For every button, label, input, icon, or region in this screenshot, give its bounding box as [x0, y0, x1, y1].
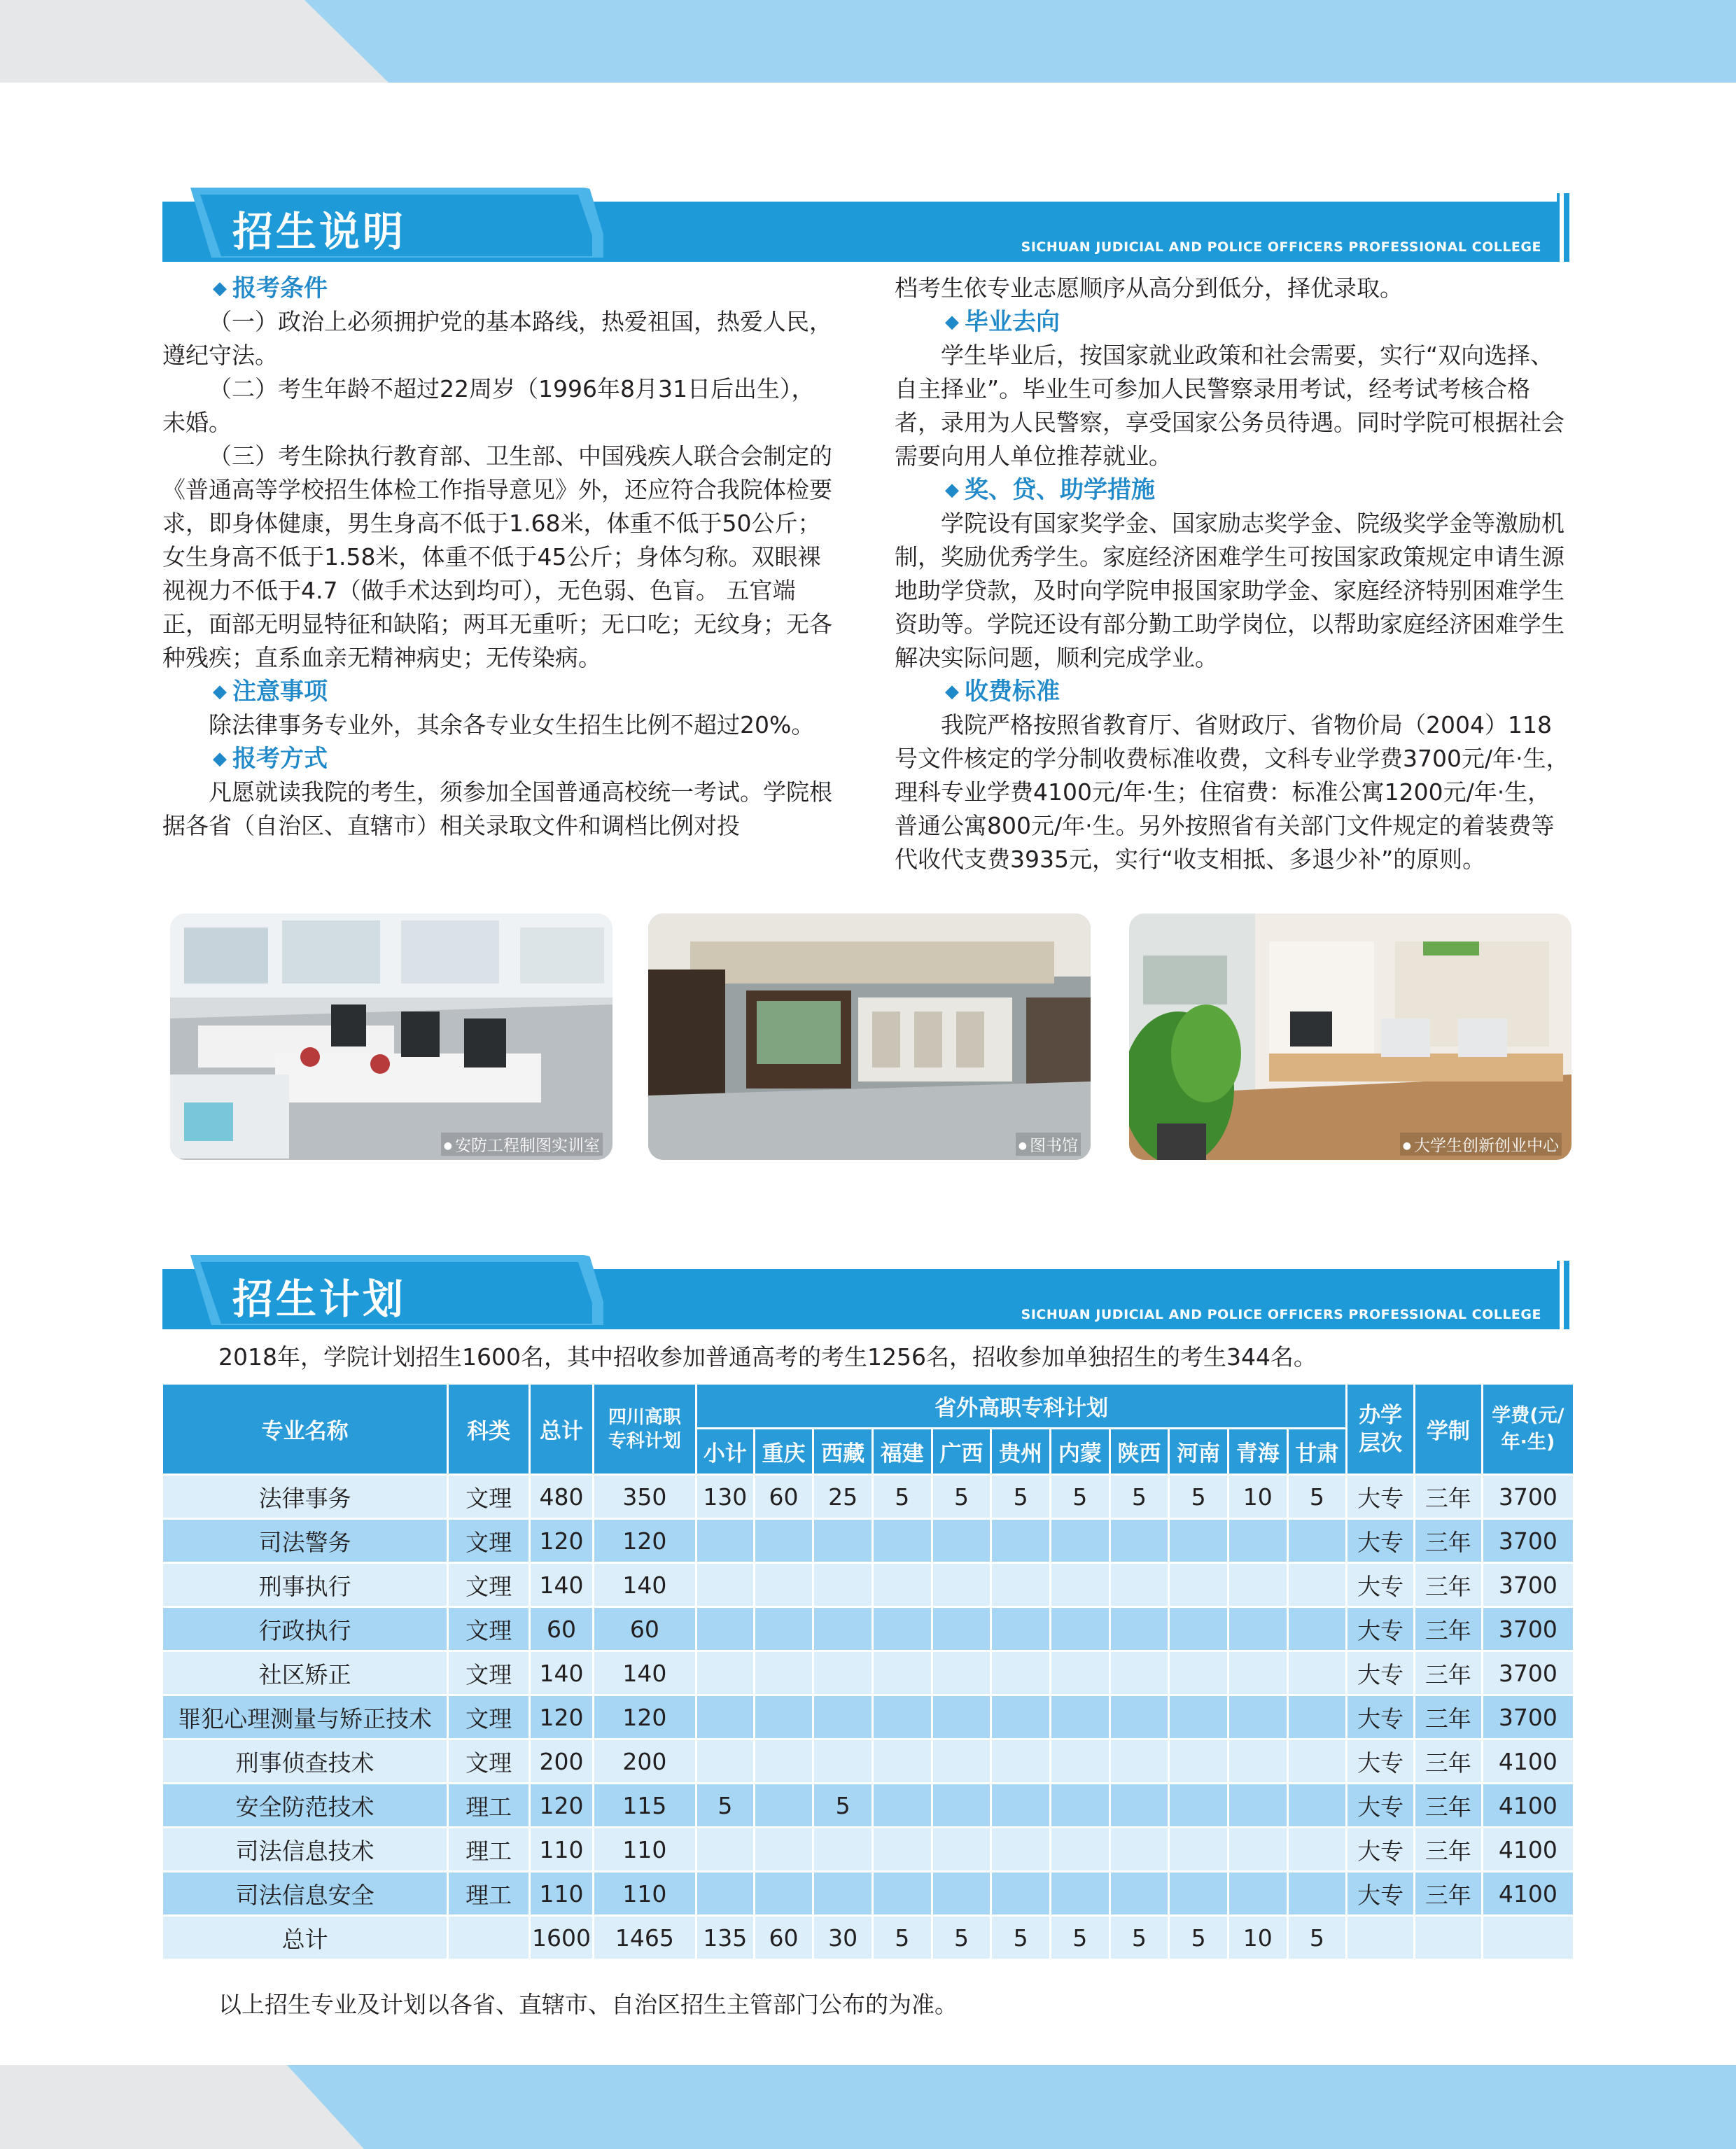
cell-province-count: 5 [932, 1475, 991, 1519]
cell-level: 大专 [1347, 1563, 1415, 1607]
cell-category: 理工 [448, 1784, 530, 1828]
header-sichuan-plan: 四川高职专科计划 [593, 1384, 696, 1475]
cell-province-count [754, 1740, 813, 1784]
cell-major: 法律事务 [162, 1475, 448, 1519]
cell-sichuan: 120 [593, 1519, 696, 1563]
cell-province-count: 5 [872, 1475, 932, 1519]
table-row [162, 1872, 1574, 1916]
table-total-row [162, 1916, 1574, 1960]
cell-sichuan: 200 [593, 1740, 696, 1784]
cell-level [1347, 1916, 1415, 1960]
cell-province-count [754, 1828, 813, 1872]
cell-province-count [932, 1828, 991, 1872]
cell-level: 大专 [1347, 1475, 1415, 1519]
cell-total: 140 [530, 1651, 594, 1695]
paragraph: （一）政治上必须拥护党的基本路线，热爱祖国，热爱人民，遵纪守法。 [162, 308, 832, 369]
table-row [162, 1607, 1574, 1651]
cell-province-count: 5 [872, 1916, 932, 1960]
cell-province-count [991, 1740, 1051, 1784]
cell-province-count [1110, 1740, 1169, 1784]
cell-province-count [1110, 1519, 1169, 1563]
cell-province-count [1169, 1695, 1228, 1740]
cell-province-count [1169, 1872, 1228, 1916]
table-row [162, 1740, 1574, 1784]
cell-fee: 4100 [1482, 1740, 1574, 1784]
cell-province-count [932, 1784, 991, 1828]
plan-intro-text: 2018年，学院计划招生1600名，其中招收参加普通高考的考生1256名，招收参加单独招生的考生344名。 [218, 1343, 1317, 1371]
cell-province-count [813, 1828, 873, 1872]
cell-level: 大专 [1347, 1784, 1415, 1828]
cell-province-count [1110, 1872, 1169, 1916]
cell-category: 文理 [448, 1695, 530, 1740]
cell-province-count: 5 [1050, 1916, 1110, 1960]
cell-province-count: 25 [813, 1475, 873, 1519]
cell-category: 理工 [448, 1872, 530, 1916]
cell-level: 大专 [1347, 1695, 1415, 1740]
cell-province-count [1287, 1828, 1347, 1872]
cell-province-count [1228, 1695, 1287, 1740]
cell-province-count [872, 1695, 932, 1740]
paragraph: （三）考生除执行教育部、卫生部、中国残疾人联合会制定的《普通高等学校招生体检工作指导意见》外，还应符合我院体检要求，即身体健康，男生身高不低于1.68米，体重不低于50公斤；女生身高不低于1.58米，体重不低于45公斤；身体匀称。双眼裸视视力不低于4.7（做手术达到均可），无色弱、色盲。 五官端正，面部无明显特征和缺陷；两耳无重听；无口吃；无纹身；无各种残疾；直系血亲无精神病史；无传染病。 [162, 442, 832, 671]
cell-province-count: 60 [754, 1475, 813, 1519]
cell-duration: 三年 [1415, 1784, 1483, 1828]
cell-province-count [1110, 1695, 1169, 1740]
cell-province-count [1228, 1784, 1287, 1828]
table-row [162, 1784, 1574, 1828]
cell-major: 司法信息安全 [162, 1872, 448, 1916]
subsection-heading: ◆ 收费标准 [895, 675, 1570, 708]
cell-province-count [813, 1740, 873, 1784]
cell-province-count [1169, 1784, 1228, 1828]
cell-province-count [932, 1607, 991, 1651]
cell-province-count [696, 1872, 755, 1916]
cell-province-count: 5 [1110, 1916, 1169, 1960]
header-province: 河南 [1169, 1429, 1228, 1475]
cell-province-count [872, 1784, 932, 1828]
cell-duration: 三年 [1415, 1740, 1483, 1784]
photo-library [648, 913, 1091, 1160]
table-row [162, 1519, 1574, 1563]
section-header-admission-notes [162, 188, 1569, 262]
bottom-decor-band [0, 2065, 1736, 2149]
cell-major: 社区矫正 [162, 1651, 448, 1695]
cell-province-count [696, 1740, 755, 1784]
section-title: 招生说明 [232, 208, 407, 255]
cell-province-count: 5 [1110, 1475, 1169, 1519]
cell-province-count [754, 1695, 813, 1740]
cell-province-count [1110, 1651, 1169, 1695]
cell-fee: 3700 [1482, 1695, 1574, 1740]
cell-major: 刑事侦查技术 [162, 1740, 448, 1784]
cell-fee: 3700 [1482, 1607, 1574, 1651]
cell-major: 司法信息技术 [162, 1828, 448, 1872]
cell-province-count [754, 1519, 813, 1563]
cell-category: 文理 [448, 1563, 530, 1607]
subsection-heading: ◆ 毕业去向 [895, 305, 1570, 339]
cell-fee: 3700 [1482, 1475, 1574, 1519]
cell-province-count [872, 1519, 932, 1563]
cell-total: 110 [530, 1828, 594, 1872]
table-row [162, 1828, 1574, 1872]
cell-province-count [696, 1695, 755, 1740]
cell-province-count [1050, 1872, 1110, 1916]
cell-province-count [1169, 1740, 1228, 1784]
cell-province-count: 10 [1228, 1916, 1287, 1960]
cell-province-count [813, 1563, 873, 1607]
college-english-name: SICHUAN JUDICIAL AND POLICE OFFICERS PROFESSIONAL COLLEGE [1021, 1307, 1541, 1322]
cell-province-count [991, 1695, 1051, 1740]
cell-province-count [991, 1607, 1051, 1651]
cell-level: 大专 [1347, 1740, 1415, 1784]
cell-province-count [1050, 1651, 1110, 1695]
cell-duration: 三年 [1415, 1828, 1483, 1872]
cell-province-count [1050, 1695, 1110, 1740]
cell-total: 120 [530, 1784, 594, 1828]
cell-province-count [1110, 1784, 1169, 1828]
cell-province-count [872, 1828, 932, 1872]
cell-province-count [872, 1563, 932, 1607]
cell-province-count [813, 1607, 873, 1651]
header-province: 广西 [932, 1429, 991, 1475]
plan-footnote: 以上招生专业及计划以各省、直辖市、自治区招生主管部门公布的为准。 [218, 1991, 958, 2018]
cell-major: 刑事执行 [162, 1563, 448, 1607]
table-row [162, 1563, 1574, 1607]
cell-province-count [696, 1607, 755, 1651]
cell-sichuan: 120 [593, 1695, 696, 1740]
cell-total: 60 [530, 1607, 594, 1651]
cell-province-count [1169, 1607, 1228, 1651]
cell-major: 罪犯心理测量与矫正技术 [162, 1695, 448, 1740]
cell-province-count [1050, 1563, 1110, 1607]
cell-province-count [932, 1872, 991, 1916]
cell-province-count [754, 1872, 813, 1916]
cell-province-count [1228, 1519, 1287, 1563]
paragraph: 除法律事务专业外，其余各专业女生招生比例不超过20%。 [209, 711, 815, 738]
cell-total: 140 [530, 1563, 594, 1607]
cell-province-count [872, 1651, 932, 1695]
photo-caption: ● 图书馆 [1016, 1133, 1081, 1156]
cell-major: 安全防范技术 [162, 1784, 448, 1828]
cell-province-count [991, 1872, 1051, 1916]
cell-province-count: 5 [991, 1475, 1051, 1519]
cell-province-count [696, 1828, 755, 1872]
header-province: 重庆 [754, 1429, 813, 1475]
cell-province-count [813, 1695, 873, 1740]
cell-province-count [754, 1651, 813, 1695]
cell-fee: 3700 [1482, 1519, 1574, 1563]
cell-province-count: 5 [1169, 1475, 1228, 1519]
cell-fee: 4100 [1482, 1828, 1574, 1872]
cell-province-count [991, 1828, 1051, 1872]
cell-province-count [1228, 1607, 1287, 1651]
cell-province-count [1287, 1563, 1347, 1607]
cell-level: 大专 [1347, 1519, 1415, 1563]
cell-province-count [1169, 1519, 1228, 1563]
cell-province-count [932, 1695, 991, 1740]
cell-sichuan: 140 [593, 1563, 696, 1607]
cell-province-count [696, 1519, 755, 1563]
cell-province-count: 130 [696, 1475, 755, 1519]
cell-category: 文理 [448, 1651, 530, 1695]
cell-province-count [696, 1563, 755, 1607]
paragraph: 凡愿就读我院的考生，须参加全国普通高校统一考试。学院根据各省（自治区、直辖市）相关录取文件和调档比例对投 [162, 778, 832, 839]
header-province: 贵州 [991, 1429, 1051, 1475]
cell-province-count [1169, 1828, 1228, 1872]
header-outside-province-plan: 省外高职专科计划 [696, 1384, 1347, 1429]
header-total: 总计 [530, 1384, 594, 1475]
subsection-heading: ◆ 报考条件 [162, 272, 834, 305]
cell-category: 文理 [448, 1475, 530, 1519]
cell-province-count [1169, 1651, 1228, 1695]
photo-innovation-center [1129, 913, 1572, 1160]
cell-duration: 三年 [1415, 1519, 1483, 1563]
cell-duration: 三年 [1415, 1563, 1483, 1607]
cell-total: 120 [530, 1695, 594, 1740]
section-header-enrollment-plan [162, 1255, 1569, 1329]
cell-fee: 3700 [1482, 1563, 1574, 1607]
cell-duration: 三年 [1415, 1651, 1483, 1695]
cell-province-count: 5 [932, 1916, 991, 1960]
cell-province-count: 5 [813, 1784, 873, 1828]
cell-major: 行政执行 [162, 1607, 448, 1651]
cell-category: 文理 [448, 1740, 530, 1784]
cell-province-count [1228, 1740, 1287, 1784]
cell-province-count [1169, 1563, 1228, 1607]
header-category: 科类 [448, 1384, 530, 1475]
top-decor-band [0, 0, 1736, 83]
cell-duration: 三年 [1415, 1607, 1483, 1651]
cell-major: 总计 [162, 1916, 448, 1960]
paragraph-continued: 档考生依专业志愿顺序从高分到低分，择优录取。 [895, 274, 1403, 302]
paragraph: （二）考生年龄不超过22周岁（1996年8月31日后出生），未婚。 [162, 375, 815, 436]
cell-province-count [1228, 1828, 1287, 1872]
cell-level: 大专 [1347, 1828, 1415, 1872]
subsection-heading: ◆ 奖、贷、助学措施 [895, 473, 1570, 507]
header-province: 陕西 [1110, 1429, 1169, 1475]
cell-level: 大专 [1347, 1872, 1415, 1916]
cell-province-count [872, 1607, 932, 1651]
cell-province-count: 5 [1169, 1916, 1228, 1960]
subsection-heading: ◆ 报考方式 [162, 742, 834, 776]
cell-sichuan: 115 [593, 1784, 696, 1828]
cell-duration: 三年 [1415, 1475, 1483, 1519]
cell-total: 480 [530, 1475, 594, 1519]
right-text-column [895, 272, 1570, 876]
cell-total: 200 [530, 1740, 594, 1784]
cell-province-count [813, 1519, 873, 1563]
photo-caption: ● 安防工程制图实训室 [441, 1133, 603, 1156]
cell-fee: 4100 [1482, 1784, 1574, 1828]
header-province: 青海 [1228, 1429, 1287, 1475]
cell-province-count [932, 1563, 991, 1607]
cell-province-count [1228, 1872, 1287, 1916]
header-fee: 学费(元/年·生) [1482, 1384, 1574, 1475]
cell-province-count: 5 [991, 1916, 1051, 1960]
cell-province-count: 5 [1287, 1916, 1347, 1960]
left-text-column [162, 272, 834, 843]
cell-category: 文理 [448, 1519, 530, 1563]
cell-fee [1482, 1916, 1574, 1960]
cell-province-count [696, 1651, 755, 1695]
subsection-heading: ◆ 注意事项 [162, 675, 834, 708]
header-level: 办学层次 [1347, 1384, 1415, 1475]
cell-province-count [813, 1651, 873, 1695]
cell-province-count [872, 1872, 932, 1916]
paragraph: 学生毕业后，按国家就业政策和社会需要，实行“双向选择、自主择业”。毕业生可参加人民警察录用考试，经考试考核合格者，录用为人民警察，享受国家公务员待遇。同时学院可根据社会需要向用人单位推荐就业。 [895, 342, 1564, 470]
cell-province-count [1050, 1784, 1110, 1828]
cell-province-count [932, 1651, 991, 1695]
cell-duration: 三年 [1415, 1695, 1483, 1740]
college-english-name: SICHUAN JUDICIAL AND POLICE OFFICERS PROFESSIONAL COLLEGE [1021, 239, 1541, 255]
header-major: 专业名称 [162, 1384, 448, 1475]
header-province: 西藏 [813, 1429, 873, 1475]
cell-province-count [1287, 1519, 1347, 1563]
cell-province-count: 5 [696, 1784, 755, 1828]
section-title: 招生计划 [232, 1275, 407, 1323]
cell-province-count [1110, 1828, 1169, 1872]
header-province: 内蒙 [1050, 1429, 1110, 1475]
cell-category: 文理 [448, 1607, 530, 1651]
cell-province-count [1050, 1740, 1110, 1784]
cell-province-count [991, 1519, 1051, 1563]
table-row [162, 1475, 1574, 1519]
cell-level: 大专 [1347, 1607, 1415, 1651]
cell-province-count [1050, 1519, 1110, 1563]
cell-province-count [1287, 1607, 1347, 1651]
cell-province-count: 10 [1228, 1475, 1287, 1519]
paragraph: 我院严格按照省教育厅、省财政厅、省物价局（2004）118号文件核定的学分制收费标准收费，文科专业学费3700元/年·生，理科专业学费4100元/年·生；住宿费：标准公寓1200元/年·生，普通公寓800元/年·生。另外按照省有关部门文件规定的着装费等代收代支费3935元，实行“收支相抵、多退少补”的原则。 [895, 711, 1569, 873]
cell-province-count [754, 1607, 813, 1651]
cell-sichuan: 110 [593, 1828, 696, 1872]
cell-sichuan: 60 [593, 1607, 696, 1651]
cell-province-count [754, 1563, 813, 1607]
cell-province-count: 60 [754, 1916, 813, 1960]
cell-province-count [1050, 1828, 1110, 1872]
cell-major: 司法警务 [162, 1519, 448, 1563]
header-province: 甘肃 [1287, 1429, 1347, 1475]
cell-province-count [932, 1519, 991, 1563]
cell-sichuan: 1465 [593, 1916, 696, 1960]
cell-province-count [1228, 1563, 1287, 1607]
cell-province-count [1110, 1607, 1169, 1651]
cell-province-count [1287, 1695, 1347, 1740]
cell-province-count [1110, 1563, 1169, 1607]
cell-total: 120 [530, 1519, 594, 1563]
cell-duration: 三年 [1415, 1872, 1483, 1916]
photo-training-room [170, 913, 612, 1160]
cell-total: 1600 [530, 1916, 594, 1960]
cell-province-count: 135 [696, 1916, 755, 1960]
photo-caption: ● 大学生创新创业中心 [1400, 1133, 1562, 1156]
header-duration: 学制 [1415, 1384, 1483, 1475]
cell-province-count [991, 1563, 1051, 1607]
cell-category [448, 1916, 530, 1960]
cell-province-count [1287, 1872, 1347, 1916]
paragraph: 学院设有国家奖学金、国家励志奖学金、院级奖学金等激励机制，奖励优秀学生。家庭经济困难学生可按国家政策规定申请生源地助学贷款，及时向学院申报国家助学金、家庭经济特别困难学生资助等。学院还设有部分勤工助学岗位，以帮助家庭经济困难学生解决实际问题，顺利完成学业。 [895, 510, 1564, 671]
cell-province-count [754, 1784, 813, 1828]
header-province: 福建 [872, 1429, 932, 1475]
cell-province-count [1287, 1651, 1347, 1695]
cell-province-count: 5 [1287, 1475, 1347, 1519]
cell-province-count [813, 1872, 873, 1916]
cell-province-count [991, 1784, 1051, 1828]
table-row [162, 1695, 1574, 1740]
cell-sichuan: 140 [593, 1651, 696, 1695]
cell-fee: 3700 [1482, 1651, 1574, 1695]
cell-duration [1415, 1916, 1483, 1960]
cell-province-count: 30 [813, 1916, 873, 1960]
cell-province-count [872, 1740, 932, 1784]
enrollment-plan-table [161, 1382, 1575, 1961]
cell-sichuan: 350 [593, 1475, 696, 1519]
cell-province-count [1050, 1607, 1110, 1651]
cell-total: 110 [530, 1872, 594, 1916]
header-province: 小计 [696, 1429, 755, 1475]
cell-level: 大专 [1347, 1651, 1415, 1695]
cell-province-count [932, 1740, 991, 1784]
table-row [162, 1651, 1574, 1695]
cell-province-count [1287, 1740, 1347, 1784]
cell-province-count [1228, 1651, 1287, 1695]
cell-province-count: 5 [1050, 1475, 1110, 1519]
cell-province-count [1287, 1784, 1347, 1828]
cell-fee: 4100 [1482, 1872, 1574, 1916]
cell-sichuan: 110 [593, 1872, 696, 1916]
cell-province-count [991, 1651, 1051, 1695]
cell-category: 理工 [448, 1828, 530, 1872]
